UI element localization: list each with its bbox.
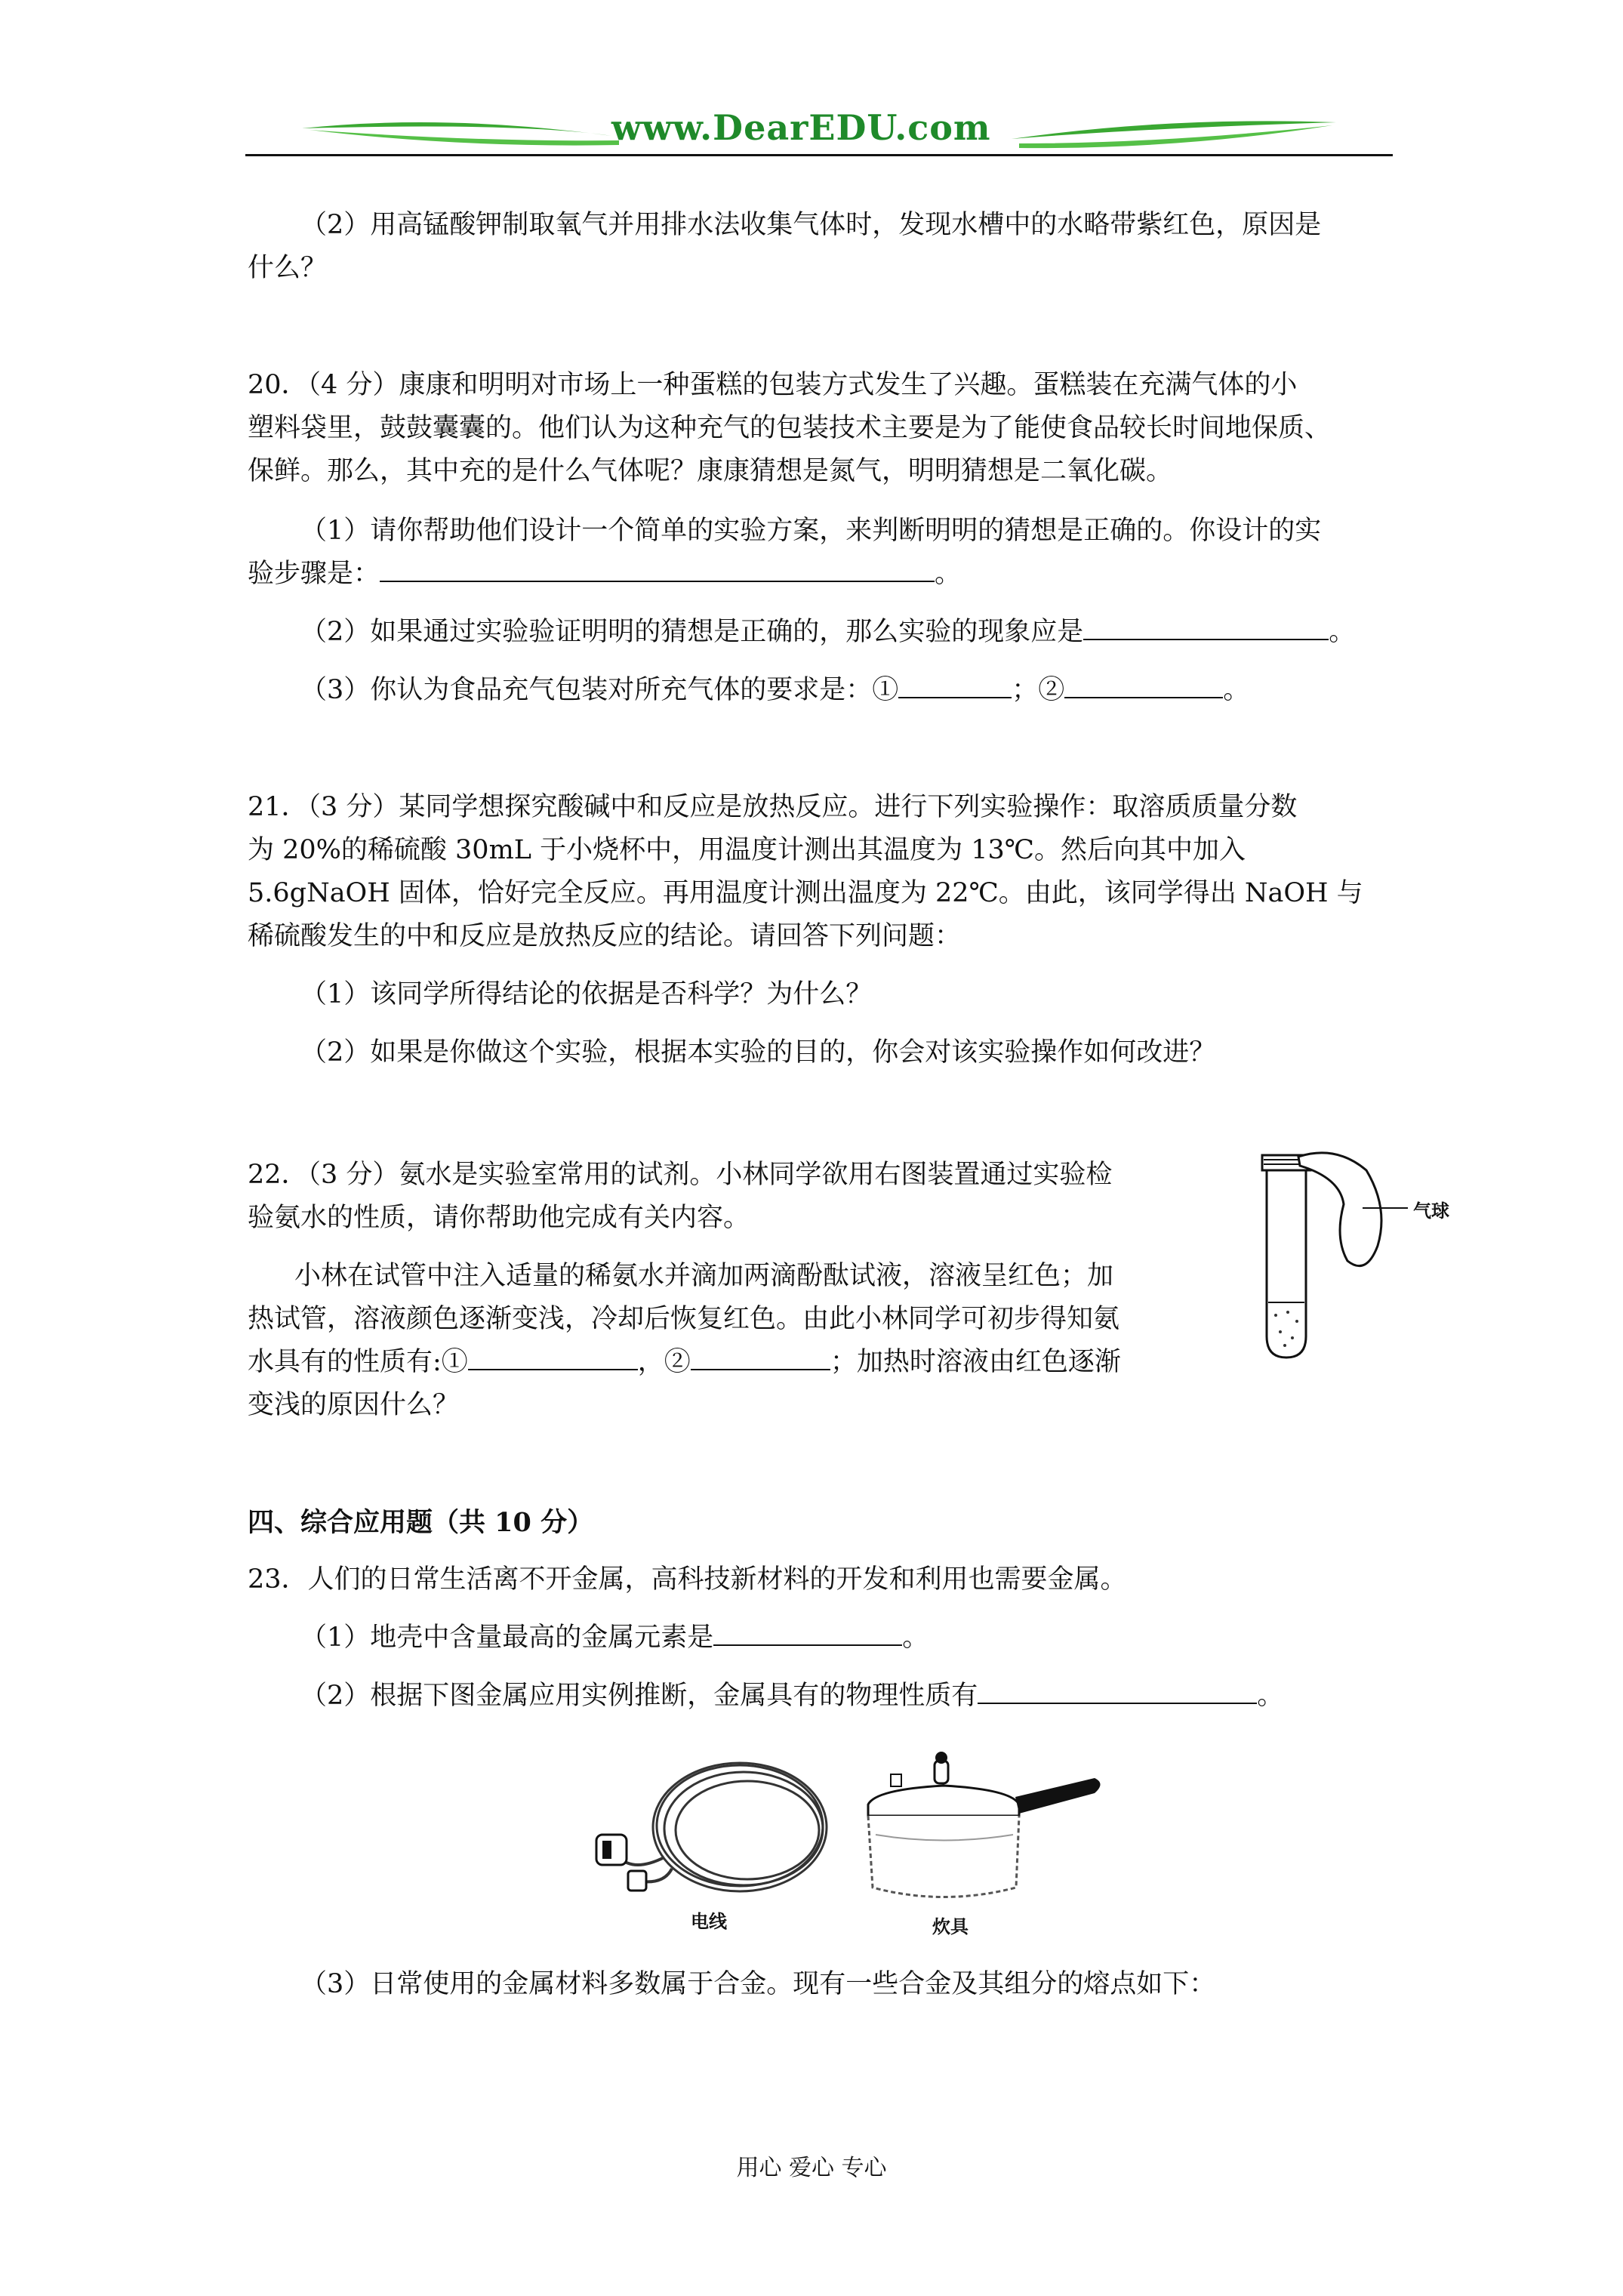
q20-step-blank[interactable] xyxy=(380,556,935,582)
q20-p1-line2-text: 验步骤是： xyxy=(248,559,380,589)
q22-property2-blank[interactable] xyxy=(691,1345,830,1370)
q20-p1-line2 xyxy=(248,556,961,591)
q22-line5 xyxy=(248,1345,1121,1379)
q20-p3-end: 。 xyxy=(1223,675,1250,705)
q22-line5-c: ；加热时溶液由红色逐渐 xyxy=(830,1347,1121,1377)
section4-title: 四、综合应用题（共 10 分） xyxy=(248,1507,594,1538)
q20-p1-end: 。 xyxy=(935,559,962,589)
q21-p2: （2）如果是你做这个实验，根据本实验的目的，你会对该实验操作如何改进？ xyxy=(300,1037,1216,1068)
q21-line3: 5.6gNaOH 固体，恰好完全反应。再用温度计测出温度为 22℃。由此，该同学得出 NaOH 与 xyxy=(248,878,1363,908)
test-tube-balloon-drawing xyxy=(1253,1148,1480,1367)
balloon-label: 气球 xyxy=(1413,1200,1449,1222)
q20-p2-end: 。 xyxy=(1329,617,1356,647)
q23-p3: （3）日常使用的金属材料多数属于合金。现有一些合金及其组分的熔点如下： xyxy=(300,1969,1216,1999)
q20-p3-text: （3）你认为食品充气包装对所充气体的要求是：① xyxy=(300,675,899,705)
q23-p1-end: 。 xyxy=(902,1623,929,1653)
q19-p2-line1: （2）用高锰酸钾制取氧气并用排水法收集气体时，发现水槽中的水略带紫红色，原因是 xyxy=(300,210,1322,240)
q20-line2: 塑料袋里，鼓鼓囊囊的。他们认为这种充气的包装技术主要是为了能使食品较长时间地保质、 xyxy=(248,413,1332,443)
q20-line1: 20．（4 分）康康和明明对市场上一种蛋糕的包装方式发生了兴趣。蛋糕装在充满气体的小 xyxy=(248,370,1298,400)
q22-line6: 变浅的原因什么？ xyxy=(248,1390,460,1420)
q21-line2: 为 20%的稀硫酸 30mL 于小烧杯中，用温度计测出其温度为 13℃。然后向其中加入 xyxy=(248,835,1246,865)
q22-line5-b: ，② xyxy=(637,1347,691,1377)
q21-line4: 稀硫酸发生的中和反应是放热反应的结论。请回答下列问题： xyxy=(248,921,962,951)
header-logo xyxy=(294,106,1344,159)
q22-line3: 小林在试管中注入适量的稀氨水并滴加两滴酚酞试液，溶液呈红色；加 xyxy=(294,1261,1114,1291)
q20-req2-blank[interactable] xyxy=(1064,673,1223,698)
metal-uses-figure xyxy=(589,1744,1117,1940)
q23-property-blank[interactable] xyxy=(978,1678,1257,1704)
q20-req1-blank[interactable] xyxy=(898,673,1012,698)
q19-p2-line2: 什么？ xyxy=(248,253,328,283)
cookware-label: 炊具 xyxy=(932,1916,969,1937)
wire-label: 电线 xyxy=(691,1911,727,1932)
q20-p1-line1: （1）请你帮助他们设计一个简单的实验方案，来判断明明的猜想是正确的。你设计的实 xyxy=(300,516,1322,546)
header-rule xyxy=(245,154,1393,156)
q23-p1 xyxy=(300,1620,929,1655)
q23-stem: 23．人们的日常生活离不开金属，高科技新材料的开发和利用也需要金属。 xyxy=(248,1564,1127,1595)
q23-p2-end: 。 xyxy=(1257,1681,1284,1711)
footer-motto: 用心 爱心 专心 xyxy=(736,2155,887,2181)
q20-p2 xyxy=(300,615,1355,649)
q20-p2-text: （2）如果通过实验验证明明的猜想是正确的，那么实验的现象应是 xyxy=(300,617,1084,647)
pressure-cooker-drawing xyxy=(845,1744,1102,1910)
q21-line1: 21．（3 分）某同学想探究酸碱中和反应是放热反应。进行下列实验操作：取溶质质量分数 xyxy=(248,792,1298,822)
q23-p2-text: （2）根据下图金属应用实例推断，金属具有的物理性质有 xyxy=(300,1681,978,1711)
q23-element-blank[interactable] xyxy=(713,1620,902,1646)
q22-line5-a: 水具有的性质有:① xyxy=(248,1347,468,1377)
q22-line4: 热试管，溶液颜色逐渐变浅，冷却后恢复红色。由此小林同学可初步得知氨 xyxy=(248,1304,1120,1334)
wire-coil-drawing xyxy=(589,1744,838,1910)
q20-p3 xyxy=(300,673,1249,707)
q20-p3-mid: ；② xyxy=(1012,675,1065,705)
q22-line1: 22．（3 分）氨水是实验室常用的试剂。小林同学欲用右图装置通过实验检 xyxy=(248,1160,1113,1190)
test-tube-figure xyxy=(1253,1148,1480,1367)
q23-p2 xyxy=(300,1678,1283,1713)
q20-line3: 保鲜。那么，其中充的是什么气体呢？康康猜想是氮气，明明猜想是二氧化碳。 xyxy=(248,456,1173,486)
q20-phenomenon-blank[interactable] xyxy=(1083,615,1329,640)
q22-property1-blank[interactable] xyxy=(468,1345,638,1370)
q21-p1: （1）该同学所得结论的依据是否科学？为什么？ xyxy=(300,979,873,1009)
logo-text: www.DearEDU.com xyxy=(611,107,991,148)
q22-line2: 验氨水的性质，请你帮助他完成有关内容。 xyxy=(248,1203,750,1233)
q23-p1-text: （1）地壳中含量最高的金属元素是 xyxy=(300,1623,714,1653)
